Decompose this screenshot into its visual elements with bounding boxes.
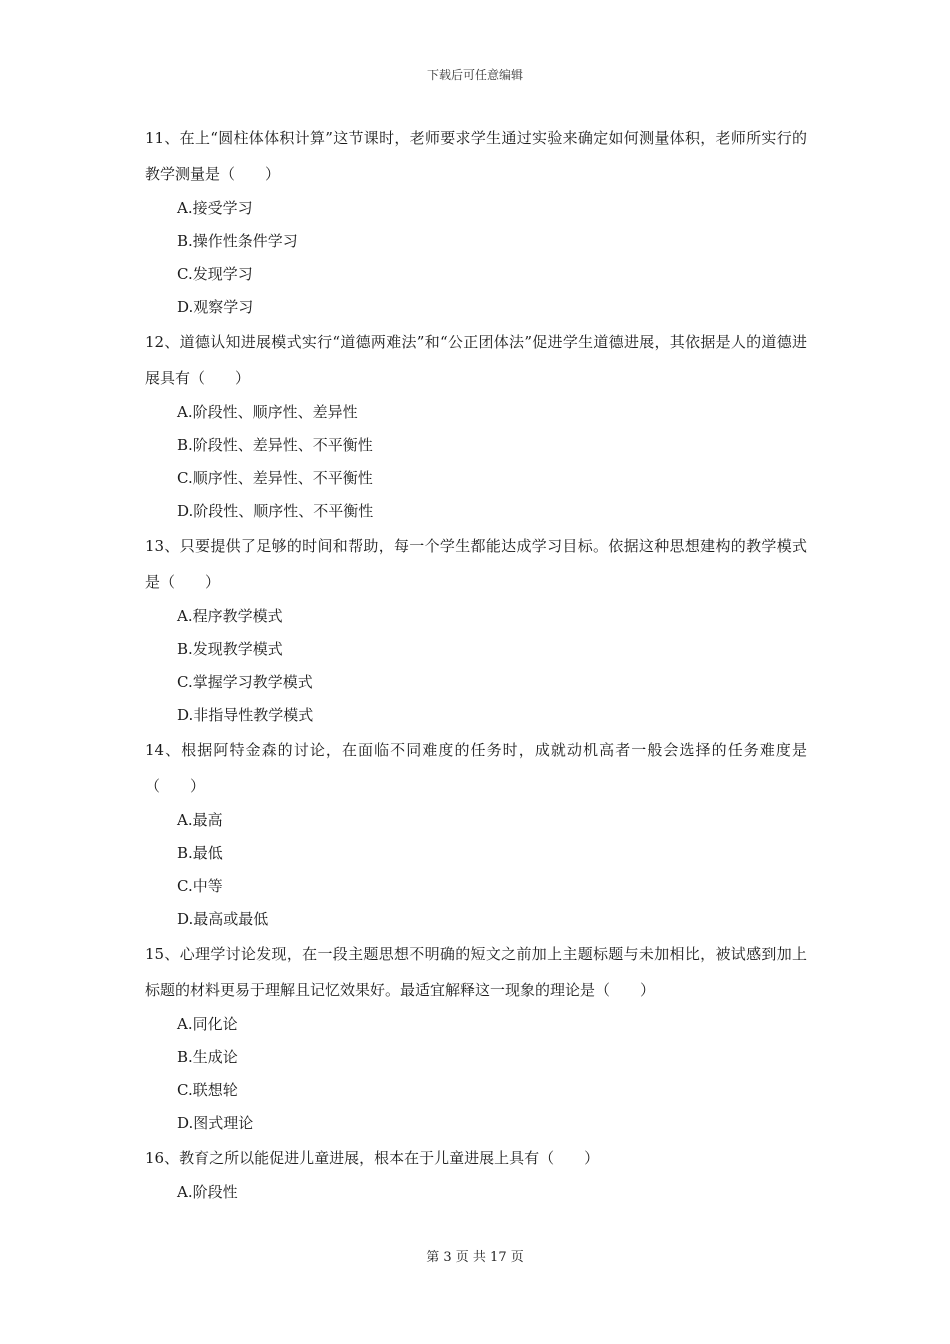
option-b: B.发现教学模式 <box>177 640 283 658</box>
question-stem: 16、教育之所以能促进儿童进展，根本在于儿童进展上具有（ ） <box>145 1149 600 1167</box>
question-stem: 11、在上“圆柱体体积计算”这节课时，老师要求学生通过实验来确定如何测量体积，老师所实行的教学测量是（ ） <box>145 129 807 183</box>
question-12 <box>145 324 807 528</box>
option-c: C.顺序性、差异性、不平衡性 <box>177 469 373 487</box>
question-stem: 12、道德认知进展模式实行“道德两难法”和“公正团体法”促进学生道德进展，其依据是人的道德进展具有（ ） <box>145 333 807 387</box>
page-header: 下载后可任意编辑 <box>426 68 523 82</box>
option-c: C.发现学习 <box>177 265 253 283</box>
option-d: D.观察学习 <box>177 298 254 316</box>
question-14 <box>145 732 807 936</box>
option-c: C.联想轮 <box>177 1081 238 1099</box>
question-16 <box>145 1140 807 1209</box>
option-a: A.同化论 <box>177 1015 238 1033</box>
option-a: A.程序教学模式 <box>177 607 283 625</box>
question-stem: 13、只要提供了足够的时间和帮助，每一个学生都能达成学习目标。依据这种思想建构的教学模式是（ ） <box>145 537 807 591</box>
page-footer: 第 3 页 共 17 页 <box>426 1250 524 1265</box>
option-d: D.最高或最低 <box>177 910 269 928</box>
question-13 <box>145 528 807 732</box>
option-a: A.接受学习 <box>177 199 253 217</box>
option-a: A.最高 <box>177 811 223 829</box>
option-b: B.阶段性、差异性、不平衡性 <box>177 436 373 454</box>
question-stem: 14、根据阿特金森的讨论，在面临不同难度的任务时，成就动机高者一般会选择的任务难度是（ ） <box>145 741 807 795</box>
option-a: A.阶段性 <box>177 1183 238 1201</box>
question-11 <box>145 120 807 324</box>
option-d: D.非指导性教学模式 <box>177 706 314 724</box>
option-d: D.阶段性、顺序性、不平衡性 <box>177 502 374 520</box>
question-stem: 15、心理学讨论发现，在一段主题思想不明确的短文之前加上主题标题与未加相比，被试感到加上标题的材料更易于理解且记忆效果好。最适宜解释这一现象的理论是（ ） <box>145 945 807 999</box>
option-b: B.生成论 <box>177 1048 238 1066</box>
option-b: B.操作性条件学习 <box>177 232 298 250</box>
option-a: A.阶段性、顺序性、差异性 <box>177 403 358 421</box>
question-list <box>145 120 807 1209</box>
option-b: B.最低 <box>177 844 223 862</box>
option-c: C.中等 <box>177 877 223 895</box>
question-15 <box>145 936 807 1140</box>
option-c: C.掌握学习教学模式 <box>177 673 313 691</box>
option-d: D.图式理论 <box>177 1114 254 1132</box>
